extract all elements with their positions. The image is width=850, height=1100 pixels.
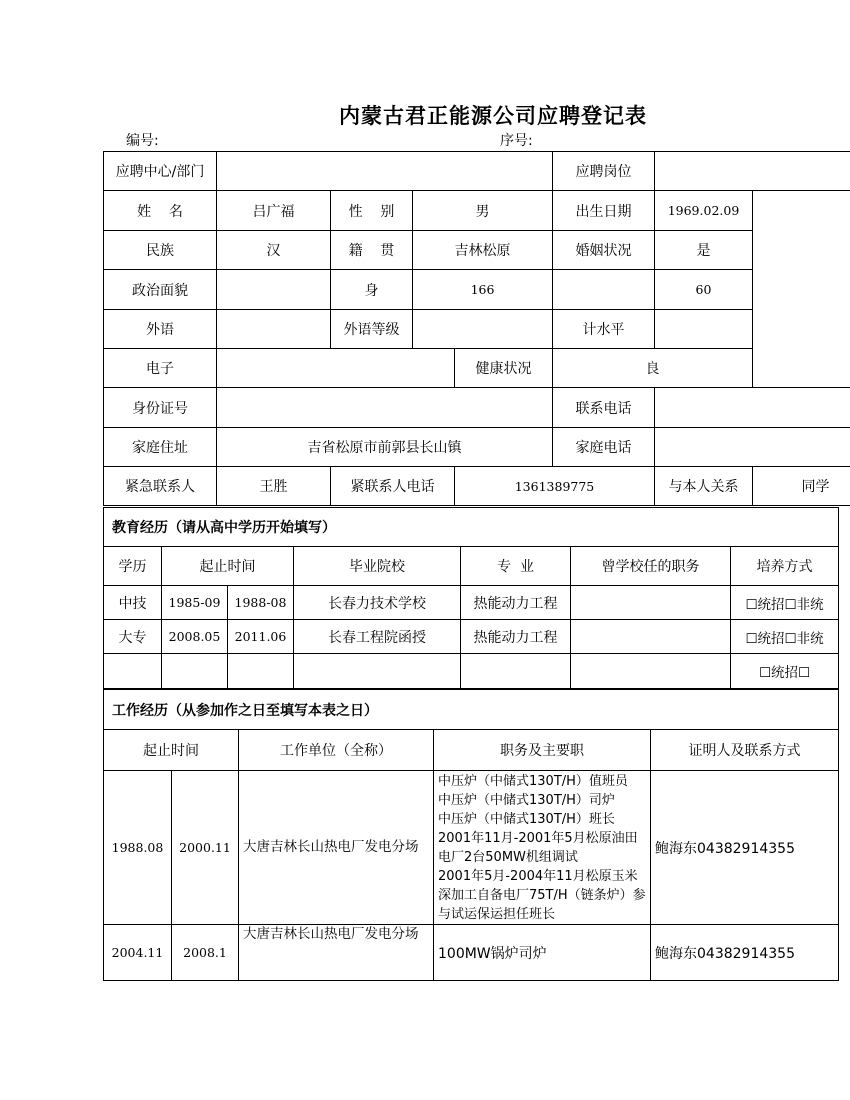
edu-start[interactable]: 1985-09 (162, 586, 228, 620)
origin-value[interactable]: 吉林松原 (413, 231, 553, 270)
language-level-label: 外语等级 (331, 310, 413, 349)
work-company[interactable]: 大唐吉林长山热电厂发电分场 (239, 925, 434, 981)
id-label: 身份证号 (104, 388, 217, 428)
email-value[interactable] (217, 349, 455, 388)
edu-major[interactable] (461, 654, 571, 689)
origin-label: 籍 贯 (331, 231, 413, 270)
edu-degree[interactable] (104, 654, 162, 689)
work-header-period: 起止时间 (104, 730, 239, 771)
table-row (104, 771, 839, 925)
position-label: 应聘岗位 (553, 152, 655, 191)
position-value[interactable] (655, 152, 850, 191)
health-label: 健康状况 (455, 349, 553, 388)
work-end[interactable]: 2008.1 (172, 925, 239, 981)
work-start[interactable]: 2004.11 (104, 925, 172, 981)
work-duties[interactable]: 中压炉（中储式130T/H）值班员 中压炉（中储式130T/H）司炉 中压炉（中储式130T/H）班长 2001年11月-2001年5月松原油田电厂2台50MW机组调试 2001年5月-2004年11月松原玉米深加工自备电厂75T/H（链条炉）参与试运保运担任班长 (434, 771, 651, 925)
emergency-contact-value[interactable]: 王胜 (217, 467, 331, 506)
edu-start[interactable] (162, 654, 228, 689)
work-header-duties: 职务及主要职 (434, 730, 651, 771)
work-header-company: 工作单位（全称） (239, 730, 434, 771)
phone-value[interactable] (655, 388, 850, 428)
language-value[interactable] (217, 310, 331, 349)
edu-header-mode: 培养方式 (731, 547, 839, 586)
edu-school[interactable]: 长春力技术学校 (294, 586, 461, 620)
dept-value[interactable] (217, 152, 553, 191)
edu-header-role: 曾学校任的职务 (571, 547, 731, 586)
marital-value[interactable]: 是 (655, 231, 753, 270)
health-value[interactable]: 良 (553, 349, 753, 388)
edu-school[interactable] (294, 654, 461, 689)
edu-school[interactable]: 长春工程院函授 (294, 620, 461, 654)
edu-end[interactable]: 1988-08 (228, 586, 294, 620)
height-label: 身 (331, 270, 413, 310)
edu-header-degree: 学历 (104, 547, 162, 586)
table-row (104, 925, 839, 981)
table-row (104, 586, 839, 620)
relation-label: 与本人关系 (655, 467, 753, 506)
edu-header-period: 起止时间 (162, 547, 294, 586)
home-phone-label: 家庭电话 (553, 428, 655, 467)
address-value[interactable]: 吉省松原市前郭县长山镇 (217, 428, 553, 467)
work-reference[interactable]: 鲍海东04382914355 (651, 925, 839, 981)
gender-value[interactable]: 男 (413, 191, 553, 231)
work-section-title: 工作经历（从参加作之日至填写本表之日） (104, 690, 839, 730)
work-end[interactable]: 2000.11 (172, 771, 239, 925)
birth-value[interactable]: 1969.02.09 (655, 191, 753, 231)
edu-degree[interactable]: 中技 (104, 586, 162, 620)
serial-number-label: 编号: (126, 133, 159, 149)
home-phone-value[interactable] (655, 428, 850, 467)
edu-role[interactable] (571, 654, 731, 689)
weight-label (553, 270, 655, 310)
relation-value[interactable]: 同学 (753, 467, 850, 506)
edu-degree[interactable]: 大专 (104, 620, 162, 654)
ethnic-value[interactable]: 汉 (217, 231, 331, 270)
address-label: 家庭住址 (104, 428, 217, 467)
language-level-value[interactable] (413, 310, 553, 349)
language-label: 外语 (104, 310, 217, 349)
phone-label: 联系电话 (553, 388, 655, 428)
gender-label: 性 别 (331, 191, 413, 231)
work-history-table (103, 689, 839, 981)
computer-level-label: 计水平 (553, 310, 655, 349)
education-section-title: 教育经历（请从高中学历开始填写） (104, 508, 839, 547)
work-duties[interactable]: 100MW锅炉司炉 (434, 925, 651, 981)
work-header-reference: 证明人及联系方式 (651, 730, 839, 771)
emergency-phone-label: 紧联系人电话 (331, 467, 455, 506)
edu-role[interactable] (571, 620, 731, 654)
emergency-contact-label: 紧急联系人 (104, 467, 217, 506)
name-value[interactable]: 吕广福 (217, 191, 331, 231)
photo-area (753, 191, 850, 388)
email-label: 电子 (104, 349, 217, 388)
table-row (104, 654, 839, 689)
education-table (103, 507, 839, 689)
edu-header-school: 毕业院校 (294, 547, 461, 586)
edu-end[interactable]: 2011.06 (228, 620, 294, 654)
work-start[interactable]: 1988.08 (104, 771, 172, 925)
marital-label: 婚姻状况 (553, 231, 655, 270)
name-label: 姓 名 (104, 191, 217, 231)
work-reference[interactable]: 鲍海东04382914355 (651, 771, 839, 925)
page-title: 内蒙古君正能源公司应聘登记表 (339, 103, 647, 128)
edu-role[interactable] (571, 586, 731, 620)
edu-start[interactable]: 2008.05 (162, 620, 228, 654)
dept-label: 应聘中心/部门 (104, 152, 217, 191)
ethnic-label: 民族 (104, 231, 217, 270)
personal-info-table (103, 151, 850, 506)
edu-header-major: 专 业 (461, 547, 571, 586)
emergency-phone-value[interactable]: 1361389775 (455, 467, 655, 506)
edu-mode[interactable]: ☐统招☐非统 (731, 620, 839, 654)
edu-mode[interactable]: ☐统招☐非统 (731, 586, 839, 620)
birth-label: 出生日期 (553, 191, 655, 231)
height-value[interactable]: 166 (413, 270, 553, 310)
work-company[interactable]: 大唐吉林长山热电厂发电分场 (239, 771, 434, 925)
sequence-number-label: 序号: (500, 133, 533, 149)
political-value[interactable] (217, 270, 331, 310)
political-label: 政治面貌 (104, 270, 217, 310)
edu-mode[interactable]: ☐统招☐ (731, 654, 839, 689)
edu-major[interactable]: 热能动力工程 (461, 586, 571, 620)
id-value[interactable] (217, 388, 553, 428)
edu-major[interactable]: 热能动力工程 (461, 620, 571, 654)
edu-end[interactable] (228, 654, 294, 689)
computer-level-value[interactable] (655, 310, 753, 349)
table-row (104, 620, 839, 654)
weight-value[interactable]: 60 (655, 270, 753, 310)
